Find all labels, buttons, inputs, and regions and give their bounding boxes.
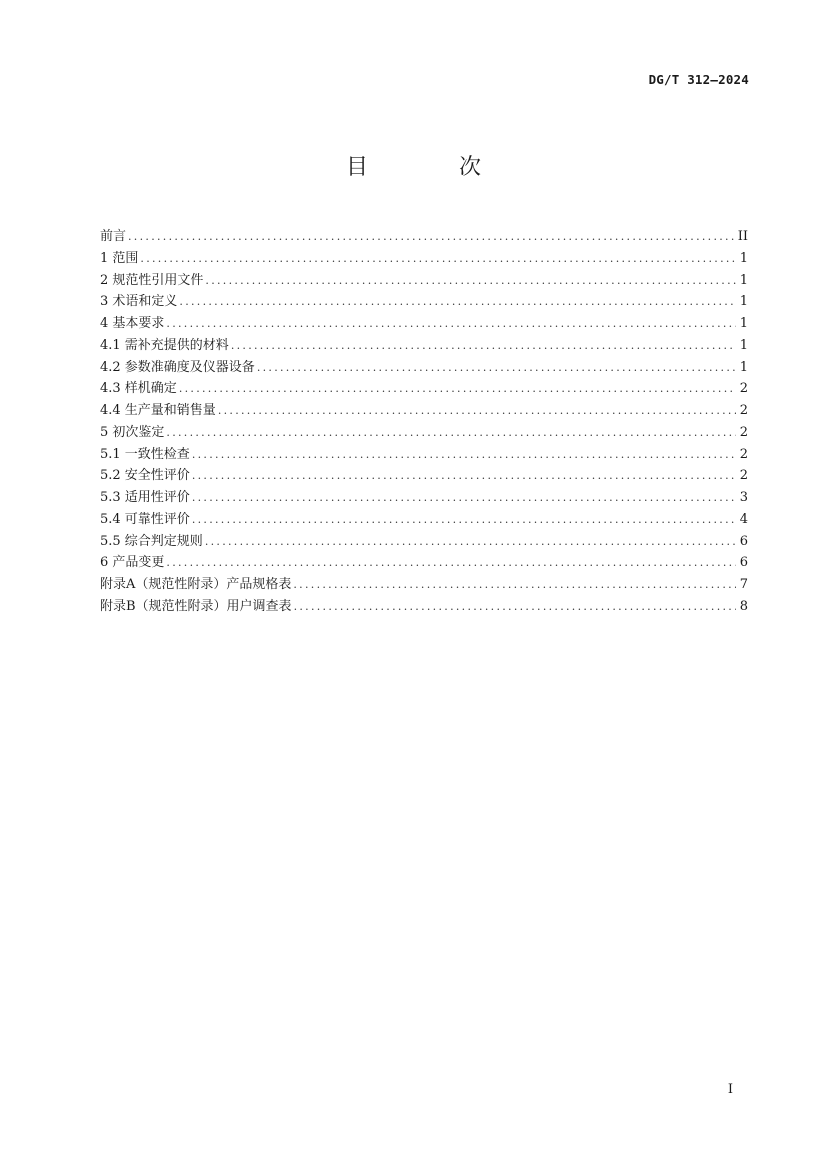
toc-dot-leader	[205, 270, 735, 292]
toc-dot-leader	[192, 465, 736, 487]
toc-dot-leader	[128, 226, 734, 248]
toc-entry[interactable]	[100, 531, 748, 553]
toc-entry-page: 8	[739, 598, 748, 614]
toc-entry-label: 附录A（规范性附录）产品规格表	[100, 577, 292, 592]
toc-entry[interactable]	[100, 444, 748, 466]
toc-entry[interactable]	[100, 552, 748, 574]
toc-dot-leader	[179, 291, 735, 313]
toc-dot-leader	[166, 422, 735, 444]
toc-entry-page: 4	[739, 511, 748, 527]
toc-entry[interactable]	[100, 487, 748, 509]
toc-dot-leader	[257, 357, 736, 379]
toc-entry-page: 1	[739, 294, 748, 310]
toc-entry-page: 1	[739, 250, 748, 266]
toc-entry-page: 2	[739, 446, 748, 462]
toc-entry[interactable]	[100, 509, 748, 531]
toc-entry-label: 5.5 综合判定规则	[100, 533, 203, 549]
toc-entry-label: 1 范围	[100, 250, 139, 266]
table-of-contents	[100, 226, 748, 618]
toc-entry-label: 附录B（规范性附录）用户调查表	[100, 598, 292, 614]
toc-entry-label: 3 术语和定义	[100, 294, 178, 310]
toc-dot-leader	[192, 487, 736, 509]
toc-entry-label: 5.2 安全性评价	[100, 468, 190, 484]
toc-entry-page: II	[737, 229, 748, 244]
toc-entry-page: 2	[739, 403, 748, 418]
toc-entry-label: 5.4 可靠性评价	[100, 511, 190, 527]
toc-entry-label: 4.3 样机确定	[100, 381, 177, 397]
toc-entry-label: 5 初次鉴定	[100, 424, 165, 440]
toc-entry[interactable]	[100, 596, 748, 618]
toc-entry-label: 4.4 生产量和销售量	[100, 403, 216, 418]
toc-entry[interactable]	[100, 248, 748, 270]
toc-dot-leader	[205, 531, 736, 553]
toc-entry[interactable]	[100, 422, 748, 444]
toc-entry-label: 5.1 一致性检查	[100, 446, 190, 462]
toc-entry-page: 3	[739, 490, 748, 505]
toc-entry-page: 7	[739, 577, 748, 592]
toc-entry-label: 4.1 需补充提供的材料	[100, 337, 229, 353]
page-title: 目 次	[346, 155, 523, 180]
toc-entry[interactable]	[100, 270, 748, 292]
toc-entry[interactable]	[100, 465, 748, 487]
toc-entry-label: 4 基本要求	[100, 316, 165, 331]
toc-entry-page: 1	[739, 316, 748, 331]
toc-entry[interactable]	[100, 335, 748, 357]
page-number: I	[727, 1082, 733, 1097]
toc-entry-page: 1	[739, 359, 748, 375]
toc-dot-leader	[166, 313, 735, 335]
toc-dot-leader	[166, 552, 735, 574]
toc-entry[interactable]	[100, 313, 748, 335]
toc-entry[interactable]	[100, 357, 748, 379]
toc-entry-page: 2	[739, 468, 748, 484]
toc-entry-page: 1	[739, 272, 748, 288]
toc-entry-label: 2 规范性引用文件	[100, 272, 204, 288]
toc-dot-leader	[179, 378, 736, 400]
toc-entry-page: 2	[739, 381, 748, 397]
toc-entry-page: 6	[739, 533, 748, 549]
toc-entry-label: 6 产品变更	[100, 555, 165, 571]
toc-entry-label: 前言	[100, 229, 127, 244]
toc-entry[interactable]	[100, 291, 748, 313]
toc-entry[interactable]	[100, 226, 748, 248]
toc-entry-page: 6	[739, 555, 748, 571]
document-code: DG/T 312—2024	[648, 72, 749, 87]
toc-dot-leader	[192, 444, 736, 466]
toc-dot-leader	[218, 400, 736, 422]
toc-entry-page: 1	[739, 337, 748, 353]
toc-dot-leader	[294, 596, 736, 618]
toc-entry-label: 4.2 参数准确度及仪器设备	[100, 359, 255, 375]
toc-dot-leader	[192, 509, 736, 531]
toc-dot-leader	[293, 574, 735, 596]
toc-dot-leader	[231, 335, 736, 357]
toc-dot-leader	[140, 248, 735, 270]
toc-entry[interactable]	[100, 400, 748, 422]
toc-entry[interactable]	[100, 574, 748, 596]
toc-entry-label: 5.3 适用性评价	[100, 490, 190, 505]
toc-entry-page: 2	[739, 424, 748, 440]
toc-entry[interactable]	[100, 378, 748, 400]
